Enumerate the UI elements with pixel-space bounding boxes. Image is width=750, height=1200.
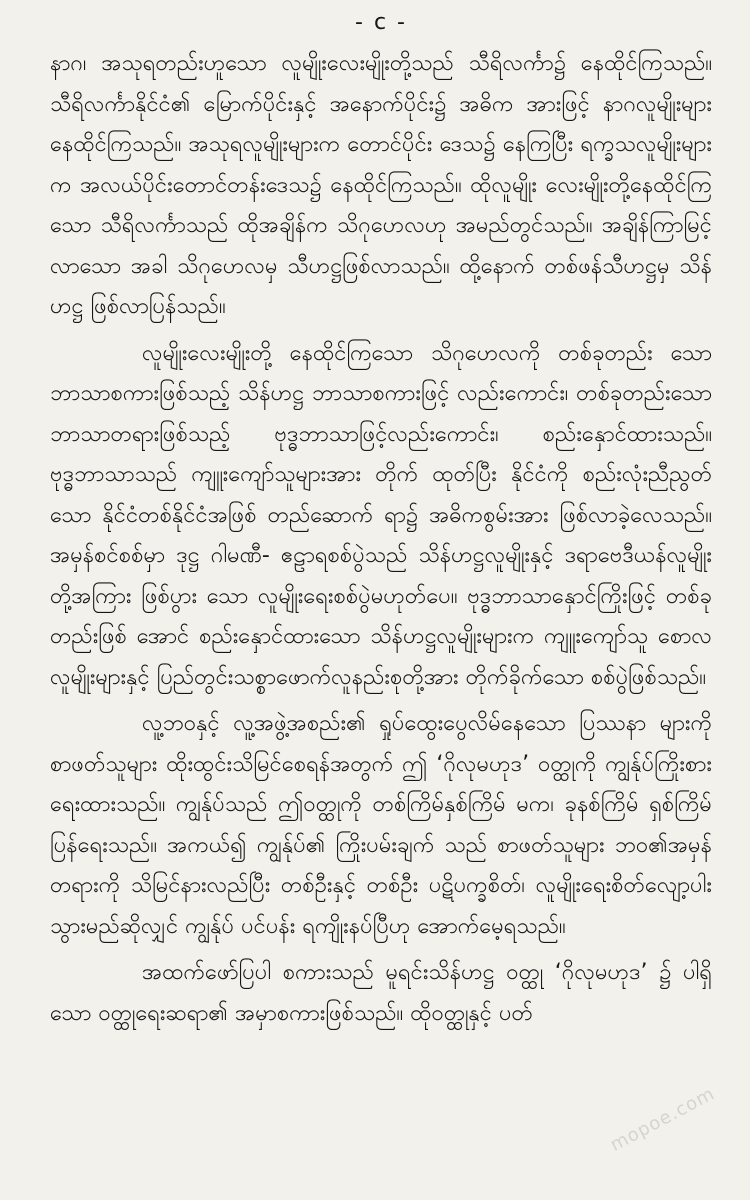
paragraph-1: နာဂ၊ အသုရတည်းဟူသော လူမျိုးလေးမျိုးတို့သည် သီရိလင်္ကာ၌ နေထိုင်ကြသည်။ သီရိလင်္ကာနိုင်ငံ၏ မြောက်ပိုင်းနှင့် အနောက်ပိုင်း၌ အဓိက အားဖြင့် နာဂလူမျိုးများနေထိုင်ကြသည်။ အသုရလူမျိုးများက တောင်ပိုင်း ဒေသ၌ နေကြပြီး ရက္ခသလူမျိုးများက အလယ်ပိုင်းတောင်တန်းဒေသ၌ နေထိုင်ကြသည်။ ထိုလူမျိုး လေးမျိုးတို့နေထိုင်ကြသော သီရိလင်္ကာသည် ထိုအချိန်က သိဂုဟေလဟု အမည်တွင်သည်။ အချိန်ကြာမြင့်လာသော အခါ သိဂုဟေလမှ သီဟဋ္ဌဖြစ်လာသည်။ ထို့နောက် တစ်ဖန်သီဟဋ္ဌမှ သိန်ဟဋ္ဌ ဖြစ်လာပြန်သည်။ (50, 51, 712, 319)
page-number: - c - (355, 10, 407, 35)
paragraph-4: အထက်ဖော်ပြပါ စကားသည် မူရင်းသိန်ဟဋ္ဌ ဝတ္ထု ‘ဂိုလုမဟုဒ’ ၌ ပါရှိသော ဝတ္ထုရေးဆရာ၏ အမှာစကားဖြစ်သည်။ ထိုဝတ္ထုနှင့် ပတ် (50, 960, 712, 1026)
paragraph-3: လူ့ဘဝနှင့် လူ့အဖွဲ့အစည်း၏ ရှုပ်ထွေးပွေလိမ်နေသော ပြဿနာ များကို စာဖတ်သူများ ထိုးထွင်းသိမြင်စေရန်အတွက် ဤ ‘ဂိုလုမဟုဒ’ ဝတ္ထုကို ကျွန်ုပ်ကြိုးစားရေးထားသည်။ ကျွန်ုပ်သည် ဤဝတ္ထုကို တစ်ကြိမ်နှစ်ကြိမ် မက၊ ခုနစ်ကြိမ် ရှစ်ကြိမ် ပြန်ရေးသည်။ အကယ်၍ ကျွန်ုပ်၏ ကြိုးပမ်းချက် သည် စာဖတ်သူများ ဘဝ၏အမှန်တရားကို သိမြင်နားလည်ပြီး တစ်ဦးနှင့် တစ်ဦး ပဋိပက္ခစိတ်၊ လူမျိုးရေးစိတ်လျော့ပါးသွားမည်ဆိုလျှင် ကျွန်ုပ် ပင်ပန်း ရကျိုးနပ်ပြီဟု အောက်မေ့ရသည်။ (50, 711, 712, 939)
paragraph-2: လူမျိုးလေးမျိုးတို့ နေထိုင်ကြသော သိဂုဟေလကို တစ်ခုတည်း သော ဘာသာစကားဖြစ်သည့် သိန်ဟဋ္ဌ ဘာသာစကားဖြင့် လည်းကောင်း၊ တစ်ခုတည်းသော ဘာသာတရားဖြစ်သည့် ဗုဒ္ဓဘာသာဖြင့်လည်းကောင်း၊ စည်းနှောင်ထားသည်။ ဗုဒ္ဓဘာသာသည် ကျူးကျော်သူများအား တိုက် ထုတ်ပြီး နိုင်ငံကို စည်းလုံးညီညွတ်သော နိုင်ငံတစ်နိုင်ငံအဖြစ် တည်ဆောက် ရာ၌ အဓိကစွမ်းအား ဖြစ်လာခဲ့လေသည်။ အမှန်စင်စစ်မှာ ဒုဋ္ဌ ဂါမဏီ- ဧဠာရစစ်ပွဲသည် သိန်ဟဋ္ဌလူမျိုးနှင့် ဒရာဗေဒီယန်လူမျိုးတို့အကြား ဖြစ်ပွား သော လူမျိုးရေးစစ်ပွဲမဟုတ်ပေ။ ဗုဒ္ဓဘာသာနှောင်ကြိုးဖြင့် တစ်ခုတည်းဖြစ် အောင် စည်းနှောင်ထားသော သိန်ဟဋ္ဌလူမျိုးများက ကျူးကျော်သူ စောလ လူမျိုးများနှင့် ပြည်တွင်းသစ္စာဖောက်လူနည်းစုတို့အား တိုက်ခိုက်သော စစ်ပွဲဖြစ်သည်။ (50, 340, 712, 690)
watermark: mopoe.com (606, 1083, 719, 1156)
